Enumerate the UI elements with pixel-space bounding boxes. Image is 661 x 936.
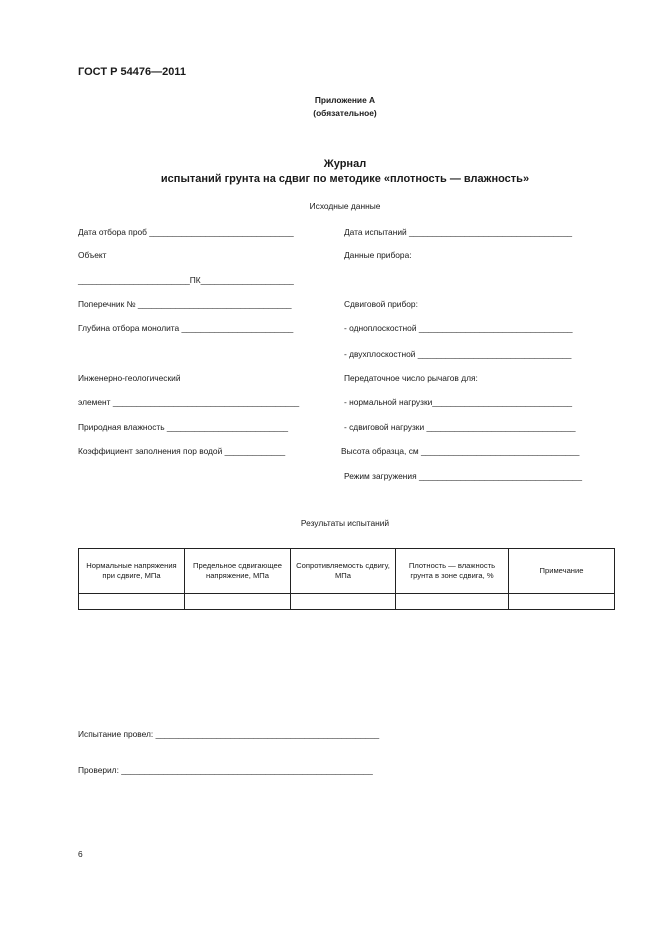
device-data-label: Данные прибора: <box>344 250 412 260</box>
test-date-field: Дата испытаний ___________________________________ <box>344 227 573 237</box>
page-number: 6 <box>78 849 83 859</box>
col-normal-stress: Нормальные напряжения при сдвиге, МПа <box>79 549 185 594</box>
geo-element-field: элемент ________________________________________ <box>78 397 300 407</box>
cell-density-moisture[interactable] <box>396 594 509 610</box>
tested-by-field: Испытание провел: ________________________________________________ <box>78 729 380 739</box>
cell-normal-stress[interactable] <box>79 594 185 610</box>
col-note: Примечание <box>509 549 615 594</box>
shear-load-field: - сдвиговой нагрузки ________________________________ <box>344 422 576 432</box>
lever-ratio-label: Передаточное число рычагов для: <box>344 373 478 383</box>
sample-date-field: Дата отбора проб _______________________________ <box>78 227 294 237</box>
cell-note[interactable] <box>509 594 615 610</box>
pk-field: ________________________ПК____________________ <box>78 275 294 285</box>
cell-limit-shear-stress[interactable] <box>185 594 291 610</box>
journal-subtitle: испытаний грунта на сдвиг по методике «плотность — влажность» <box>160 173 530 185</box>
two-plane-field: - двухплоскостной _________________________________ <box>344 349 572 359</box>
pore-coefficient-field: Коэффициент заполнения пор водой _____________ <box>78 446 286 456</box>
shear-device-label: Сдвиговой прибор: <box>344 299 418 309</box>
moisture-field: Природная влажность __________________________ <box>78 422 289 432</box>
standard-number: ГОСТ Р 54476—2011 <box>78 66 186 78</box>
depth-field: Глубина отбора монолита ________________________ <box>78 323 294 333</box>
cross-section-field: Поперечник № _________________________________ <box>78 299 292 309</box>
loading-mode-field: Режим загружения ___________________________________ <box>344 471 582 481</box>
appendix-subtitle: (обязательное) <box>313 108 377 118</box>
object-label: Объект <box>78 250 107 260</box>
checked-by-field: Проверил: ______________________________________________________ <box>78 765 373 775</box>
col-density-moisture: Плотность — влажность грунта в зоне сдвига, % <box>396 549 509 594</box>
sample-height-field: Высота образца, см __________________________________ <box>341 446 580 456</box>
journal-title: Журнал <box>323 158 367 170</box>
col-limit-shear-stress: Предельное сдвигающее напряжение, МПа <box>185 549 291 594</box>
appendix-title: Приложение А <box>314 95 376 105</box>
initial-data-heading: Исходные данные <box>309 201 381 211</box>
results-header-row <box>79 549 615 594</box>
geo-element-label: Инженерно-геологический <box>78 373 181 383</box>
results-heading: Результаты испытаний <box>300 518 390 528</box>
cell-shear-resistance[interactable] <box>291 594 396 610</box>
col-shear-resistance: Сопротивляемость сдвигу, МПа <box>291 549 396 594</box>
table-row <box>79 594 615 610</box>
normal-load-field: - нормальной нагрузки______________________________ <box>344 397 573 407</box>
one-plane-field: - одноплоскостной _________________________________ <box>344 323 573 333</box>
results-table <box>78 548 615 610</box>
